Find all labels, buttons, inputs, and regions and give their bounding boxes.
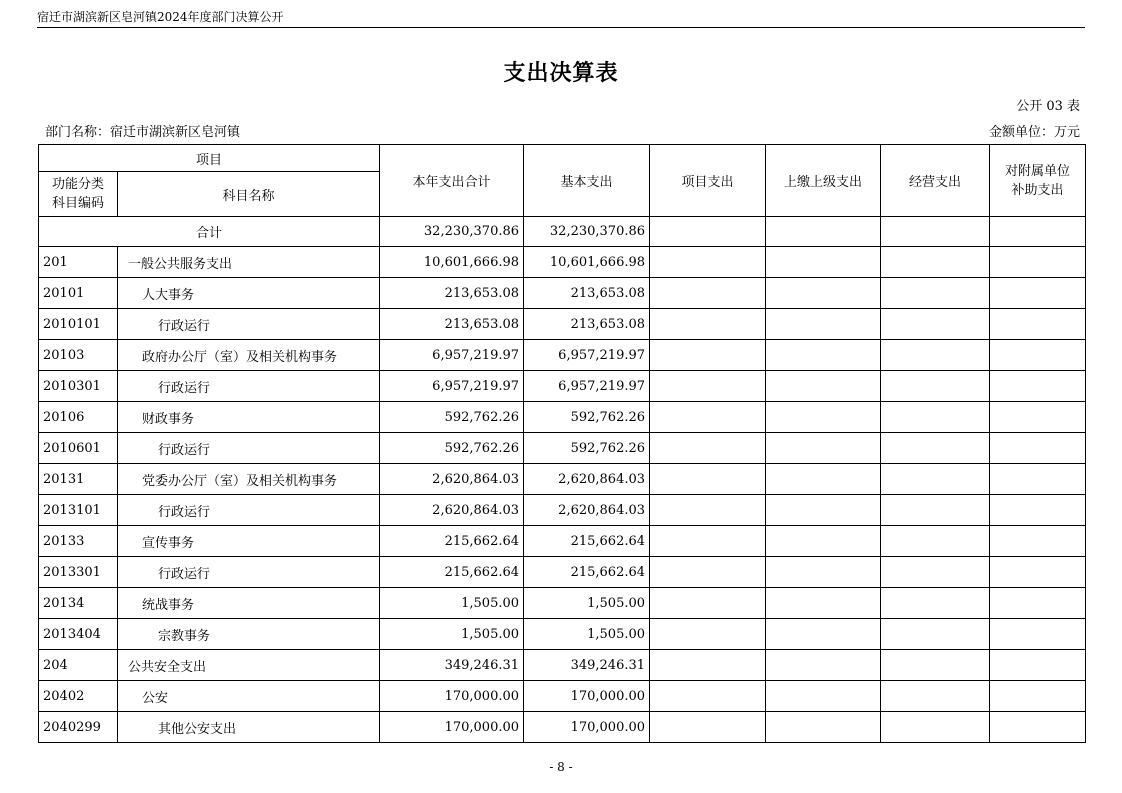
row-name: 行政运行: [118, 433, 380, 464]
table-row: [39, 402, 1086, 433]
row-project: [650, 433, 766, 464]
row-total: 592,762.26: [380, 433, 524, 464]
row-name: 行政运行: [118, 557, 380, 588]
row-name: 行政运行: [118, 309, 380, 340]
row-code: 2010101: [39, 309, 118, 340]
row-business: [881, 247, 990, 278]
row-basic: 6,957,219.97: [524, 371, 650, 402]
row-upper: [766, 557, 881, 588]
row-code: 20134: [39, 588, 118, 619]
row-subsidy: [990, 495, 1086, 526]
table-row: [39, 681, 1086, 712]
header-upper: 上缴上级支出: [766, 145, 881, 217]
row-business: [881, 526, 990, 557]
row-business: [881, 278, 990, 309]
table-row: [39, 247, 1086, 278]
row-project: [650, 712, 766, 743]
row-code: 2040299: [39, 712, 118, 743]
header-basic: 基本支出: [524, 145, 650, 217]
table-row: [39, 371, 1086, 402]
total-sum: 32,230,370.86: [380, 217, 524, 247]
row-total: 10,601,666.98: [380, 247, 524, 278]
total-business: [881, 217, 990, 247]
row-business: [881, 681, 990, 712]
row-name: 一般公共服务支出: [118, 247, 380, 278]
row-subsidy: [990, 340, 1086, 371]
row-subsidy: [990, 433, 1086, 464]
row-business: [881, 340, 990, 371]
row-upper: [766, 588, 881, 619]
row-code: 2013301: [39, 557, 118, 588]
row-project: [650, 650, 766, 681]
row-upper: [766, 464, 881, 495]
row-business: [881, 402, 990, 433]
row-basic: 10,601,666.98: [524, 247, 650, 278]
table-row: [39, 433, 1086, 464]
row-basic: 6,957,219.97: [524, 340, 650, 371]
row-total: 1,505.00: [380, 588, 524, 619]
row-upper: [766, 681, 881, 712]
total-project: [650, 217, 766, 247]
expenditure-table: [38, 144, 1086, 743]
row-total: 349,246.31: [380, 650, 524, 681]
row-code: 204: [39, 650, 118, 681]
row-code: 2010301: [39, 371, 118, 402]
row-business: [881, 309, 990, 340]
table-row: [39, 464, 1086, 495]
row-business: [881, 650, 990, 681]
row-code: 20101: [39, 278, 118, 309]
row-upper: [766, 619, 881, 650]
row-name: 行政运行: [118, 495, 380, 526]
row-business: [881, 557, 990, 588]
row-code: 20106: [39, 402, 118, 433]
row-total: 6,957,219.97: [380, 371, 524, 402]
row-project: [650, 588, 766, 619]
row-name: 公共安全支出: [118, 650, 380, 681]
row-basic: 213,653.08: [524, 309, 650, 340]
header-divider: [37, 27, 1085, 28]
row-project: [650, 309, 766, 340]
row-project: [650, 526, 766, 557]
row-basic: 1,505.00: [524, 588, 650, 619]
row-total: 2,620,864.03: [380, 464, 524, 495]
row-subsidy: [990, 526, 1086, 557]
row-upper: [766, 247, 881, 278]
row-project: [650, 557, 766, 588]
row-subsidy: [990, 619, 1086, 650]
header-business: 经营支出: [881, 145, 990, 217]
row-project: [650, 619, 766, 650]
row-project: [650, 340, 766, 371]
table-row: [39, 588, 1086, 619]
row-code: 20133: [39, 526, 118, 557]
table-row: [39, 340, 1086, 371]
row-subsidy: [990, 309, 1086, 340]
row-basic: 213,653.08: [524, 278, 650, 309]
row-name: 统战事务: [118, 588, 380, 619]
row-name: 人大事务: [118, 278, 380, 309]
row-upper: [766, 278, 881, 309]
row-project: [650, 495, 766, 526]
row-total: 215,662.64: [380, 557, 524, 588]
table-row: [39, 309, 1086, 340]
row-name: 行政运行: [118, 371, 380, 402]
row-basic: 2,620,864.03: [524, 464, 650, 495]
row-subsidy: [990, 712, 1086, 743]
table-row: [39, 557, 1086, 588]
total-label: 合计: [39, 217, 380, 247]
header-name: 科目名称: [118, 172, 380, 217]
row-total: 6,957,219.97: [380, 340, 524, 371]
row-basic: 170,000.00: [524, 681, 650, 712]
header-code: 功能分类科目编码: [39, 172, 118, 217]
row-business: [881, 588, 990, 619]
table-row: [39, 278, 1086, 309]
row-total: 592,762.26: [380, 402, 524, 433]
total-row: [39, 217, 1086, 247]
amount-unit: 金额单位：万元: [988, 125, 1080, 140]
row-name: 其他公安支出: [118, 712, 380, 743]
table-row: [39, 712, 1086, 743]
row-upper: [766, 340, 881, 371]
row-business: [881, 495, 990, 526]
total-basic: 32,230,370.86: [524, 217, 650, 247]
row-total: 170,000.00: [380, 681, 524, 712]
row-name: 公安: [118, 681, 380, 712]
total-subsidy: [990, 217, 1086, 247]
row-name: 宗教事务: [118, 619, 380, 650]
form-number: 公开 03 表: [1016, 99, 1080, 114]
row-business: [881, 433, 990, 464]
row-business: [881, 712, 990, 743]
row-code: 2013404: [39, 619, 118, 650]
row-code: 20103: [39, 340, 118, 371]
row-basic: 215,662.64: [524, 557, 650, 588]
row-upper: [766, 433, 881, 464]
row-basic: 349,246.31: [524, 650, 650, 681]
department-name: 部门名称：宿迁市湖滨新区皂河镇: [45, 125, 241, 140]
row-upper: [766, 712, 881, 743]
row-upper: [766, 402, 881, 433]
row-basic: 592,762.26: [524, 402, 650, 433]
row-code: 20131: [39, 464, 118, 495]
row-code: 201: [39, 247, 118, 278]
table-row: [39, 650, 1086, 681]
header-total: 本年支出合计: [380, 145, 524, 217]
row-basic: 2,620,864.03: [524, 495, 650, 526]
row-subsidy: [990, 650, 1086, 681]
row-upper: [766, 371, 881, 402]
header-subsidy: 对附属单位补助支出: [990, 145, 1086, 217]
row-upper: [766, 650, 881, 681]
row-total: 2,620,864.03: [380, 495, 524, 526]
row-name: 党委办公厅（室）及相关机构事务: [118, 464, 380, 495]
row-name: 政府办公厅（室）及相关机构事务: [118, 340, 380, 371]
row-basic: 170,000.00: [524, 712, 650, 743]
row-basic: 215,662.64: [524, 526, 650, 557]
row-total: 213,653.08: [380, 278, 524, 309]
document-header: 宿迁市湖滨新区皂河镇2024年度部门决算公开: [37, 10, 284, 24]
row-business: [881, 464, 990, 495]
row-upper: [766, 495, 881, 526]
row-subsidy: [990, 402, 1086, 433]
row-project: [650, 681, 766, 712]
row-upper: [766, 526, 881, 557]
row-total: 215,662.64: [380, 526, 524, 557]
row-code: 2013101: [39, 495, 118, 526]
row-total: 1,505.00: [380, 619, 524, 650]
table-row: [39, 619, 1086, 650]
row-code: 20402: [39, 681, 118, 712]
row-project: [650, 247, 766, 278]
row-code: 2010601: [39, 433, 118, 464]
row-subsidy: [990, 588, 1086, 619]
header-item: 项目: [39, 145, 380, 172]
row-upper: [766, 309, 881, 340]
row-subsidy: [990, 247, 1086, 278]
table-row: [39, 495, 1086, 526]
row-subsidy: [990, 557, 1086, 588]
row-total: 213,653.08: [380, 309, 524, 340]
row-total: 170,000.00: [380, 712, 524, 743]
row-project: [650, 278, 766, 309]
row-project: [650, 402, 766, 433]
row-project: [650, 371, 766, 402]
row-business: [881, 371, 990, 402]
page-title: 支出决算表: [503, 61, 619, 86]
row-project: [650, 464, 766, 495]
row-basic: 592,762.26: [524, 433, 650, 464]
page-number: - 8 -: [549, 760, 573, 774]
row-subsidy: [990, 371, 1086, 402]
row-name: 宣传事务: [118, 526, 380, 557]
total-upper: [766, 217, 881, 247]
row-name: 财政事务: [118, 402, 380, 433]
table-row: [39, 526, 1086, 557]
row-subsidy: [990, 464, 1086, 495]
row-subsidy: [990, 681, 1086, 712]
row-subsidy: [990, 278, 1086, 309]
header-project: 项目支出: [650, 145, 766, 217]
row-business: [881, 619, 990, 650]
row-basic: 1,505.00: [524, 619, 650, 650]
